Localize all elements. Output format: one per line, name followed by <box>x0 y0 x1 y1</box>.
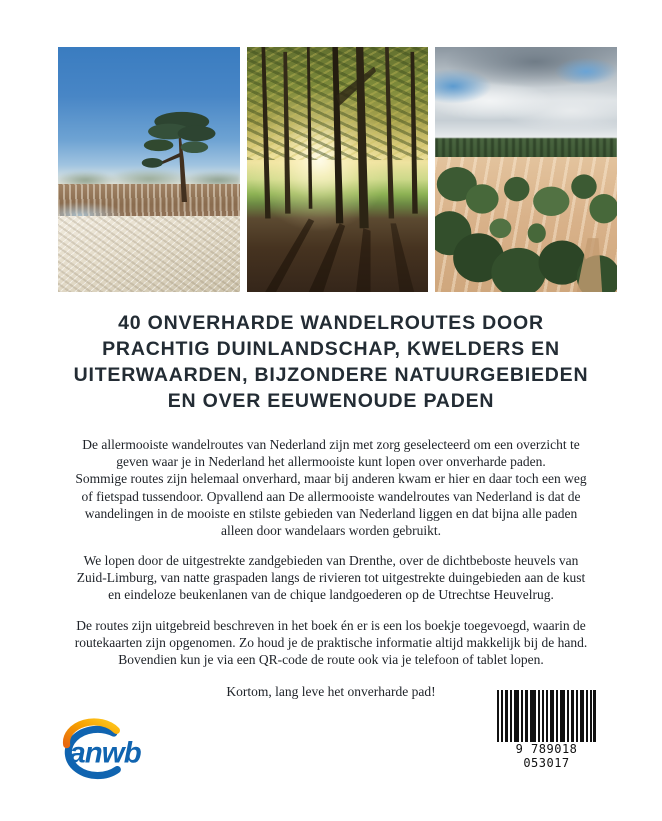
text-line: routekaarten zijn opgenomen. Zo houd je de praktische informatie altijd makkelijk bij de hand. <box>74 635 588 651</box>
closing-line: Kortom, lang leve het onverharde pad! <box>226 684 436 699</box>
photo-aerial-dunes <box>435 47 617 292</box>
tree-trunks-and-shadows <box>247 47 429 292</box>
text-line: Bovendien kun je via een QR-code de route ook via je telefoon of tablet lopen. <box>118 652 544 668</box>
photo-autumn-forest <box>247 47 429 292</box>
tagline-heading <box>0 310 662 414</box>
text-line: Sommige routes zijn helemaal onverhard, maar bij anderen kwam er hier en daar toch een weg <box>75 471 587 487</box>
text-line: of fietspad tussendoor. Opvallend aan De allermooiste wandelroutes van Nederland is dat de <box>81 488 581 504</box>
logo-wordmark: anwb <box>69 736 141 770</box>
tagline-line: UITERWAARDEN, BIJZONDERE NATUURGEBIEDEN <box>73 364 589 386</box>
photo-frosty-heathland <box>58 47 240 292</box>
text-line: We lopen door de uitgestrekte zandgebieden van Drenthe, over de dichtbeboste heuvels van <box>83 553 579 568</box>
text-line: wandelingen in de mooiste en stilste gebieden van Nederland liggen en dat bijna alle paden <box>84 505 578 521</box>
tagline-line: 40 ONVERHARDE WANDELROUTES DOOR <box>118 312 544 334</box>
text-line: De allermooiste wandelroutes van Nederland zijn met zorg geselecteerd om een overzicht te <box>82 437 580 452</box>
pine-tree-illustration <box>127 106 232 204</box>
text-line: en eindeloze beukenlanen van de chique landgoederen op de Utrechtse Heuvelrug. <box>108 587 554 603</box>
text-line: De routes zijn uitgebreid beschreven in het boek én er is een los boekje toegevoegd, waarin de <box>76 618 586 633</box>
isbn-number: 9 789018 053017 <box>497 742 596 770</box>
text-line: Zuid-Limburg, van natte graspaden langs de rivieren tot uitgestrekte duingebieden aan de kust <box>76 570 586 586</box>
booklet-paragraph <box>0 617 662 669</box>
photo-strip <box>58 47 617 292</box>
text-line: geven waar je in Nederland het allermooiste kunt lopen over onverharde paden. <box>116 454 546 470</box>
regions-paragraph <box>0 552 662 604</box>
text-line: alleen door wandelaars worden gebruikt. <box>220 523 442 539</box>
frosty-sand-foreground <box>58 216 240 292</box>
barcode <box>497 690 596 772</box>
anwb-logo <box>46 718 162 782</box>
dune-tree-clumps <box>435 47 617 292</box>
tagline-line: EN OVER EEUWENOUDE PADEN <box>167 390 495 412</box>
tagline-line: PRACHTIG DUINLANDSCHAP, KWELDERS EN <box>102 338 560 360</box>
intro-paragraph <box>0 436 662 539</box>
